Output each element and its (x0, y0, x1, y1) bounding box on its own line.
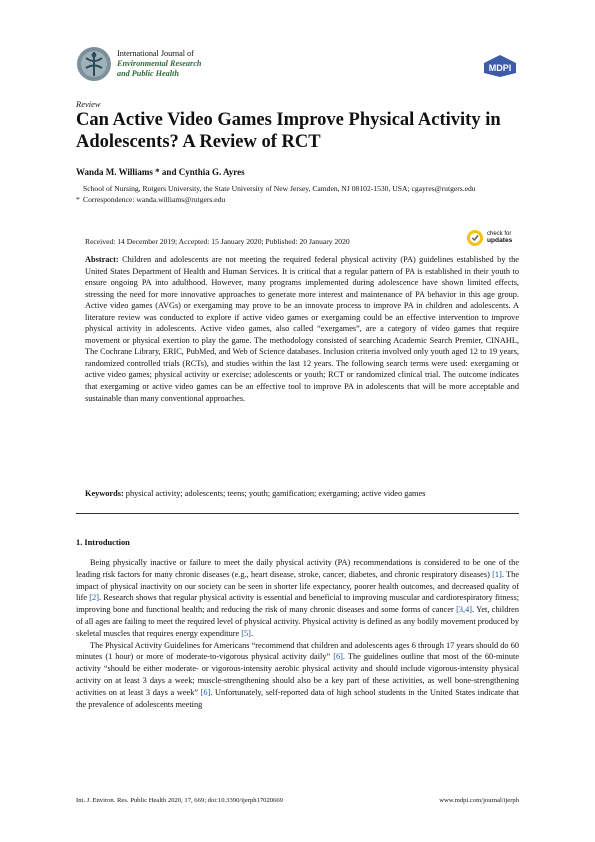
correspondence-mark: * (76, 195, 80, 205)
citation-link[interactable]: [6] (333, 652, 343, 662)
abstract (85, 254, 519, 404)
journal-line-1: International Journal of (117, 49, 194, 58)
citation-link[interactable]: [6] (200, 687, 211, 697)
paragraph-2: The Physical Activity Guidelines for Americans “recommend that children and adolescents ages 6 through 17 years should do 60 minutes (1 hour) or more of moderate-to-vigorous physical activity daily” [6]. The guidelines outline that most of the 60-minute activity “should be either moderate- or vigorous-intensity aerobic physical activity and should include vigorous-intensity physical activity on at least 3 days a week; muscle-strengthening should also be a key part of these activities, as well bone-strengthening activities on at least 3 days a week” [6]. Unfortunately, self-reported data of high school students in the United States indicate that the prevalence of adolescents meeting (76, 640, 520, 709)
publisher-name: MDPI (488, 63, 512, 73)
affiliation-text: School of Nursing, Rutgers University, the State University of New Jersey, Camden, NJ 08102-1530, USA; cgayres@rutgers.edu (83, 184, 476, 193)
journal-logo (76, 46, 112, 82)
footer-url[interactable]: www.mdpi.com/journal/ijerph (439, 797, 519, 804)
citation-link[interactable]: [5] (241, 628, 251, 638)
publication-dates: Received: 14 December 2019; Accepted: 15 January 2020; Published: 20 January 2020 (85, 237, 350, 246)
keywords (85, 488, 519, 499)
page-footer (76, 797, 519, 804)
affiliations (76, 183, 526, 206)
check-for-updates-badge[interactable] (466, 228, 528, 248)
authors: Wanda M. Williams * and Cynthia G. Ayres (76, 167, 245, 177)
section-divider (76, 513, 519, 514)
keywords-text: physical activity; adolescents; teens; youth; gamification; exergaming; active video games (123, 489, 426, 498)
citation-link[interactable]: [2] (89, 593, 99, 603)
journal-line-3: and Public Health (117, 69, 179, 79)
paragraph-1: Being physically inactive or failure to meet the daily physical activity (PA) recommendations is considered to be one of the leading risk factors for many chronic diseases (e.g., heart disease, stroke, cancer, diabetes, and chronic respiratory diseases) [1]. The impact of physical inactivity on our society can be seen in shorter life expectancy, poorer health outcomes, and decreased quality of life [2]. Research shows that regular physical activity is essential and beneficial to improving muscular and cardiorespiratory fitness; improving bone and functional health; and reducing the risk of many chronic diseases and some forms of cancer [3,4]. Yet, children of all ages are failing to meet the required level of physical activity. Physical activity is defined as any bodily movement produced by skeletal muscles that requires energy expenditure [5]. (76, 558, 519, 638)
check-line-2: updates (487, 237, 513, 244)
citation-link[interactable]: [3,4] (456, 605, 473, 615)
abstract-text: Children and adolescents are not meeting the required federal physical activity (PA) guidelines established by the United States Department of Health and Human Services. It is critical that a regular pattern of PA is established in their youth to ensure ongoing PA into adulthood. However, many programs implemented during adolescence have shown limited effects, stressing the need for more innovative approaches to generate more interest and maintenance of PA behavior in this age group. Active video games (AVGs) or exergaming may prove to be an innovate process to improve PA in children and adolescents. A literature review was conducted to explore if active video games or exergaming could be an effective intervention to improve physical activity in adolescents. Active video games, also called “exergames”, are a category of video games that require movement or physical exertion to play the game. The methodology consisted of searching Academic Search Premier, CINAHL, The Cochrane Library, ERIC, PubMed, and Web of Science databases. Inclusion criteria involved only youth aged 12 to 19 years, randomized controlled trials (RCTs), and studies within the last 12 years. The following search terms were used: exergaming or active video games; physical activity or exercise; adolescents or youth; RCT or randomized clinical trial. The outcome indicates that exergaming or active video games can be an effective tool to improve PA in adolescents that will be more acceptable and sustainable than many conventional approaches. (85, 255, 519, 403)
keywords-label: Keywords: (85, 489, 124, 498)
citation-link[interactable]: [1] (492, 569, 502, 579)
correspondence-text: Correspondence: wanda.williams@rutgers.edu (83, 195, 226, 205)
article-type: Review (76, 99, 101, 109)
mdpi-logo-icon (482, 54, 518, 78)
footer-citation: Int. J. Environ. Res. Public Health 2020, 17, 669; doi:10.3390/ijerph17020669 (76, 797, 283, 804)
journal-name (117, 49, 201, 80)
section-body (76, 557, 519, 710)
section-heading: 1. Introduction (76, 538, 130, 547)
affiliation (76, 183, 526, 194)
correspondence (76, 194, 526, 205)
check-line-1: check for (487, 231, 512, 238)
journal-line-2: Environmental Research (117, 59, 202, 69)
check-updates-icon (466, 229, 484, 247)
article-title: Can Active Video Games Improve Physical Activity in Adolescents? A Review of RCT (76, 110, 501, 152)
abstract-label: Abstract: (85, 255, 119, 264)
